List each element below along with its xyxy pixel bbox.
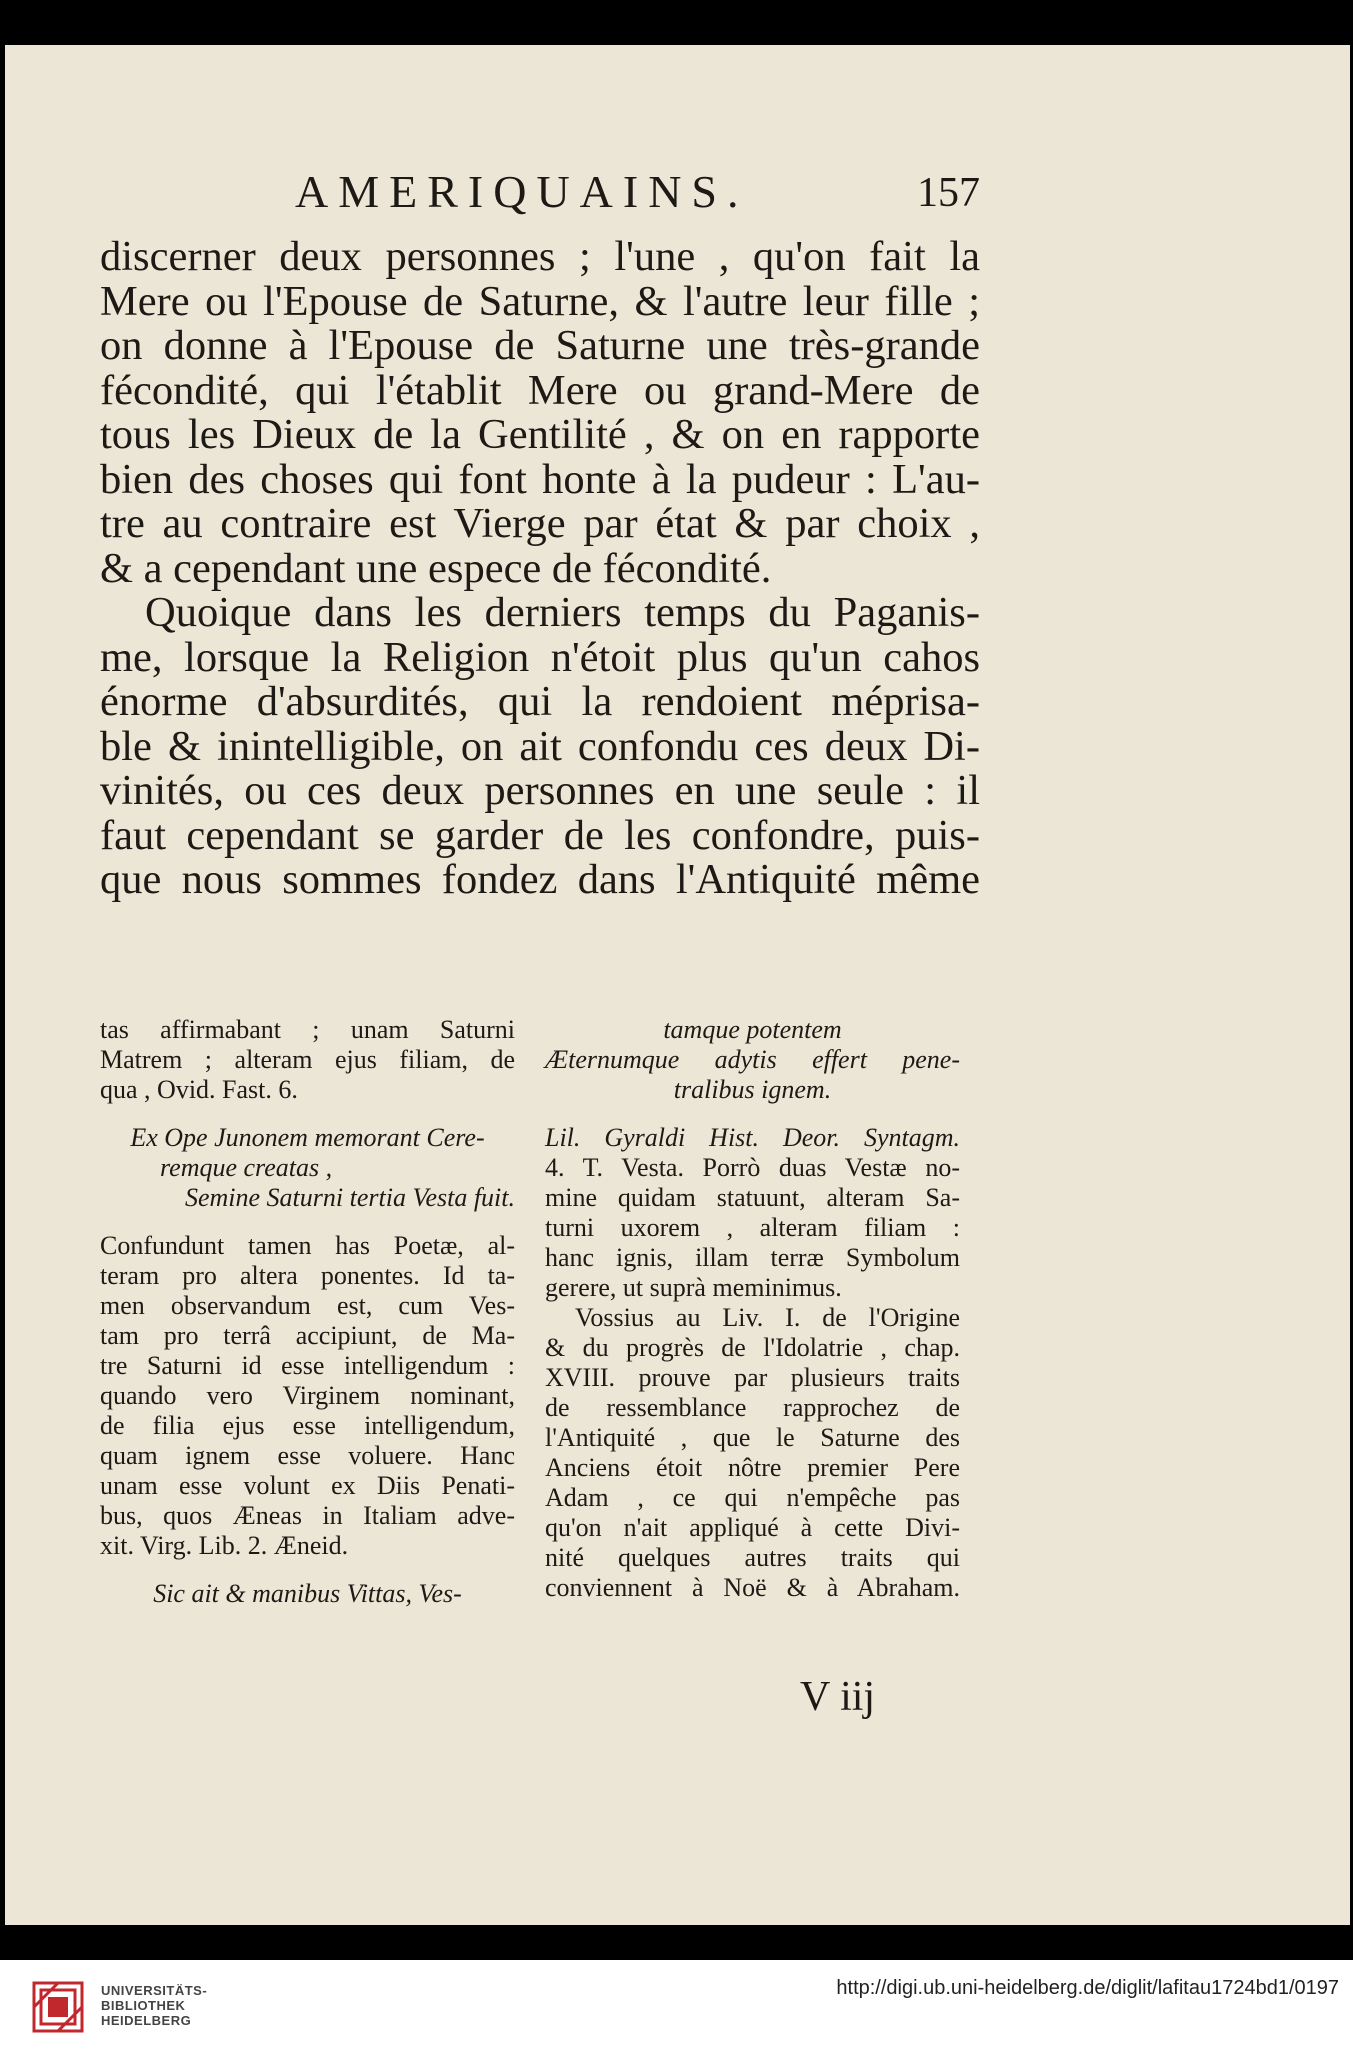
footnote-line: nité quelques autres traits qui (545, 1543, 960, 1572)
library-name-line: UNIVERSITÄTS- (101, 1983, 208, 1998)
running-title: AMERIQUAINS. (295, 166, 749, 217)
footnote-line: Lil. Gyraldi Hist. Deor. Syntagm. (545, 1123, 960, 1152)
footnote-line: men observandum est, cum Ves- (100, 1291, 515, 1320)
page-number: 157 (917, 170, 980, 216)
footnote-line: qu'on n'ait appliqué à cette Divi- (545, 1513, 960, 1542)
main-text-line: discerner deux personnes ; l'une , qu'on fait la (100, 233, 980, 280)
footnote-verse: Æternumque adytis effert pene- (545, 1045, 960, 1074)
footnote-line: unam esse volunt ex Diis Penati- (100, 1471, 515, 1500)
viewer-footer (0, 1960, 1353, 2059)
footnote-line: de filia ejus esse intelligendum, (100, 1411, 515, 1440)
main-text-line: fécondité, qui l'établit Mere ou grand-Mere de (100, 366, 980, 414)
footnote-verse: remque creatas , (160, 1153, 333, 1182)
footnote-line: conviennent à Noë & à Abraham. (545, 1573, 960, 1602)
footnote-line: quam ignem esse voluere. Hanc (100, 1441, 515, 1470)
main-text-line: vinités, ou ces deux personnes en une seule : il (100, 767, 980, 814)
footnote-line: tre Saturni id esse intelligendum : (100, 1351, 515, 1380)
footnote-line: hanc ignis, illam terræ Symbolum (545, 1243, 960, 1272)
main-text-line: énorme d'absurdités, qui la rendoient méprisa- (100, 678, 980, 725)
book-page (5, 45, 1350, 1925)
footnote-verse: Sic ait & manibus Vittas, Ves- (153, 1579, 462, 1608)
main-text-line: Mere ou l'Epouse de Saturne, & l'autre leur fille ; (100, 277, 980, 325)
footnote-line: tam pro terrâ accipiunt, de Ma- (100, 1321, 515, 1350)
footnote-line: qua , Ovid. Fast. 6. (100, 1075, 298, 1104)
main-text-line: bien des choses qui font honte à la pudeur : L'au- (100, 455, 980, 503)
main-text-line: on donne à l'Epouse de Saturne une très-grande (100, 322, 980, 369)
library-name-line: HEIDELBERG (101, 2013, 192, 2028)
footnote-verse: Ex Ope Junonem memorant Cere- (130, 1123, 485, 1152)
footnote-line: Confundunt tamen has Poetæ, al- (100, 1231, 515, 1260)
permalink-url[interactable]: http://digi.ub.uni-heidelberg.de/diglit/lafitau1724bd1/0197 (836, 1977, 1339, 1999)
footnote-line: xit. Virg. Lib. 2. Æneid. (100, 1531, 349, 1560)
footnote-line: tas affirmabant ; unam Saturni (100, 1015, 515, 1044)
main-text-line: faut cependant se garder de les confondre, puis- (100, 811, 980, 859)
footnote-line: Anciens étoit nôtre premier Pere (545, 1453, 960, 1482)
footnote-line: teram pro altera ponentes. Id ta- (100, 1261, 515, 1290)
footnote-line: turni uxorem , alteram filiam : (545, 1213, 960, 1242)
running-head (100, 165, 980, 235)
footnote-line: 4. T. Vesta. Porrò duas Vestæ no- (545, 1153, 960, 1182)
footnote-line: & du progrès de l'Idolatrie , chap. (545, 1333, 960, 1362)
main-text-line: me, lorsque la Religion n'étoit plus qu'un cahos (100, 633, 980, 681)
footnote-line: l'Antiquité , que le Saturne des (545, 1423, 960, 1452)
footnote-verse: tralibus ignem. (673, 1075, 832, 1104)
footnote-line: Adam , ce qui n'empêche pas (545, 1483, 960, 1512)
footnote-line: de ressemblance rapprochez de (545, 1393, 960, 1422)
university-library-logo-icon[interactable] (32, 1981, 84, 2033)
main-text-line: que nous sommes fondez dans l'Antiquité même (100, 856, 980, 903)
footnote-column-right (545, 1015, 960, 1603)
footnote-line: bus, quos Æneas in Italiam adve- (100, 1501, 515, 1530)
catchword: V iij (800, 1674, 876, 1720)
library-name-line: BIBLIOTHEK (101, 1998, 186, 2013)
footnote-verse: tamque potentem (663, 1015, 842, 1044)
library-name (101, 1983, 207, 2028)
footnote-verse: Semine Saturni tertia Vesta fuit. (184, 1183, 515, 1212)
footnote-column-left (100, 1015, 515, 1609)
main-text-line: tre au contraire est Vierge par état & par choix , (100, 500, 980, 547)
main-text-line: tous les Dieux de la Gentilité , & on en rapporte (100, 411, 980, 458)
main-text (100, 235, 980, 903)
footnote-line: Vossius au Liv. I. de l'Origine (575, 1303, 960, 1332)
footnote-line: gerere, ut suprà meminimus. (545, 1273, 842, 1302)
footnote-line: Matrem ; alteram ejus filiam, de (100, 1045, 515, 1074)
main-text-line: ble & inintelligible, on ait confondu ces deux Di- (100, 722, 980, 770)
footnote-line: XVIII. prouve par plusieurs traits (545, 1363, 960, 1392)
footnote-line: mine quidam statuunt, alteram Sa- (545, 1183, 960, 1212)
main-text-line: & a cependant une espece de fécondité. (100, 544, 772, 592)
footnote-line: quando vero Virginem nominant, (100, 1381, 515, 1410)
main-text-line: Quoique dans les derniers temps du Paganis- (145, 589, 980, 636)
footnotes (100, 1015, 980, 1695)
page-content (100, 165, 980, 1720)
